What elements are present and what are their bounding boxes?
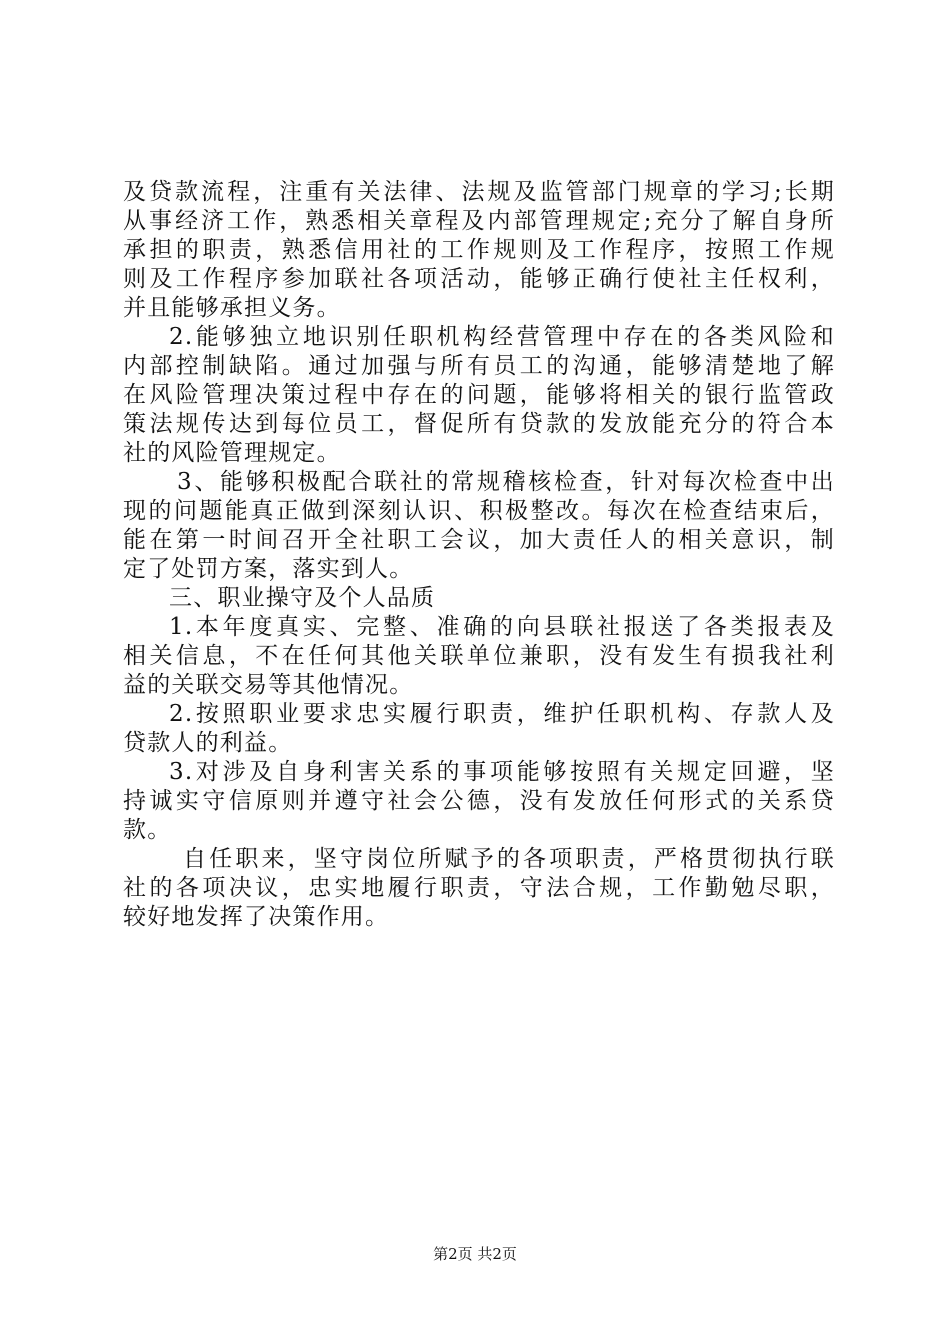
text-line: 益的关联交易等其他情况。 <box>123 672 414 698</box>
text-line: 3.对涉及自身利害关系的事项能够按照有关规定回避，坚 <box>169 759 835 785</box>
text-line: 能在第一时间召开全社职工会议，加大责任人的相关意识，制 <box>123 527 835 553</box>
document-body <box>123 178 835 932</box>
text-line: 承担的职责，熟悉信用社的工作规则及工作程序，按照工作规 <box>123 237 835 263</box>
text-line: 从事经济工作，熟悉相关章程及内部管理规定;充分了解自身所 <box>123 208 835 234</box>
text-line: 持诚实守信原则并遵守社会公德，没有发放任何形式的关系贷 <box>123 788 835 814</box>
text-line: 2.按照职业要求忠实履行职责，维护任职机构、存款人及 <box>169 701 835 727</box>
text-line: 并且能够承担义务。 <box>123 295 341 321</box>
text-line: 内部控制缺陷。通过加强与所有员工的沟通，能够清楚地了解 <box>123 353 835 379</box>
section-heading: 三、职业操守及个人品质 <box>169 585 436 611</box>
text-line: 贷款人的利益。 <box>123 730 293 756</box>
text-line: 社的风险管理规定。 <box>123 440 341 466</box>
text-line: 定了处罚方案，落实到人。 <box>123 556 414 582</box>
text-line: 策法规传达到每位员工，督促所有贷款的发放能充分的符合本 <box>123 411 835 437</box>
text-line: 1.本年度真实、完整、准确的向县联社报送了各类报表及 <box>169 614 835 640</box>
text-line: 3、能够积极配合联社的常规稽核检查，针对每次检查中出 <box>177 469 835 495</box>
text-line: 款。 <box>123 817 172 843</box>
text-line: 及贷款流程，注重有关法律、法规及监管部门规章的学习;长期 <box>123 179 835 205</box>
text-line: 较好地发挥了决策作用。 <box>123 904 390 930</box>
text-line: 现的问题能真正做到深刻认识、积极整改。每次在检查结束后， <box>123 498 835 524</box>
text-line: 2.能够独立地识别任职机构经营管理中存在的各类风险和 <box>169 324 835 350</box>
text-line: 自任职来，坚守岗位所赋予的各项职责，严格贯彻执行联 <box>183 846 835 872</box>
text-line: 相关信息，不在任何其他关联单位兼职，没有发生有损我社利 <box>123 643 835 669</box>
text-line: 在风险管理决策过程中存在的问题，能够将相关的银行监管政 <box>123 382 835 408</box>
text-line: 社的各项决议，忠实地履行职责，守法合规，工作勤勉尽职， <box>123 875 835 901</box>
text-line: 则及工作程序参加联社各项活动，能够正确行使社主任权利， <box>123 266 835 292</box>
page-number-footer: 第2页 共2页 <box>433 1245 517 1263</box>
